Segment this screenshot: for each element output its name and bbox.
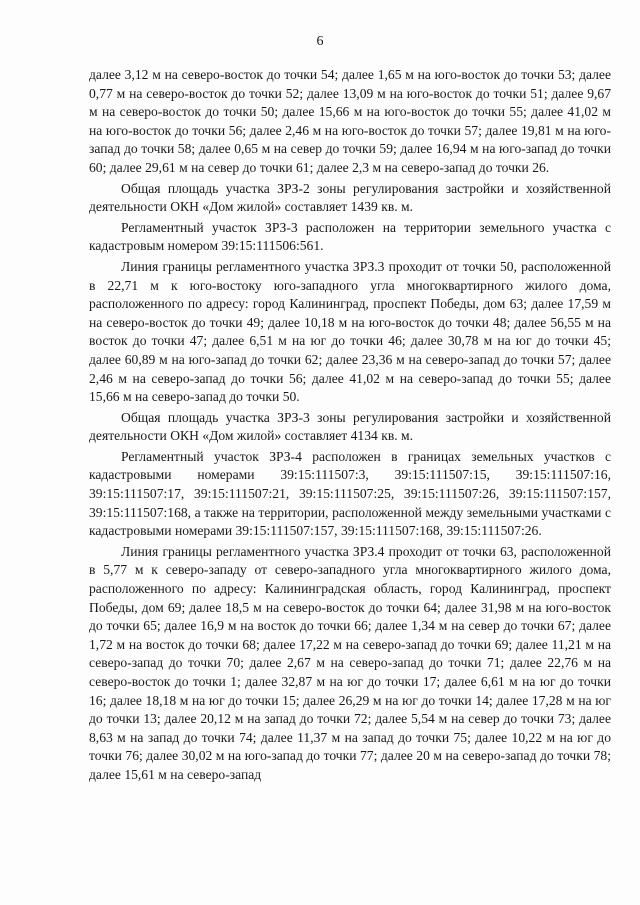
page-number: 6 (316, 34, 324, 49)
paragraph-zrz2-boundary-continuation: далее 3,12 м на северо-восток до точки 54; далее 1,65 м на юго-восток до точки 53; далее 0,77 м на северо-восток до точки 52; далее 13,09 м на юго-восток до точки 51; далее 9,67 м на северо-восток до точки 50; далее 15,66 м на юго-восток до точки 55; далее 41,02 м на юго-восток до точки 56; далее 2,46 м на юго-восток до точки 57; далее 19,81 м на юго-запад до точки 58; далее 0,65 м на север до точки 59; далее 16,94 м на юго-запад до точки 60; далее 29,61 м на север до точки 61; далее 2,3 м на северо-запад до точки 26. (89, 67, 611, 175)
paragraph-zrz4-location: Регламентный участок ЗРЗ-4 расположен в границах земельных участков с кадастровыми номерами 39:15:111507:3, 39:15:111507:15, 39:15:111507:16, 39:15:111507:17, 39:15:111507:21, 39:15:111507:25, 39:15:111507:26, 39:15:111507:157, 39:15:111507:168, а также на территории, расположенной между земельными участками с кадастровыми номерами 39:15:111507:157, 39:15:111507:168, 39:15:111507:26. (89, 448, 611, 539)
paragraph-zrz2-area: Общая площадь участка ЗРЗ-2 зоны регулирования застройки и хозяйственной деятельности ОКН «Дом жилой» составляет 1439 кв. м. (89, 180, 611, 215)
paragraph-zrz3-boundary: Линия границы регламентного участка ЗРЗ.3 проходит от точки 50, расположенной в 22,71 м к юго-востоку юго-западного угла многоквартирного жилого дома, расположенного по адресу: город Калининград, проспект Победы, дом 63; далее 17,59 м на северо-восток до точки 49; далее 10,18 м на юго-восток до точки 48; далее 56,55 м на восток до точки 47; далее 6,51 м на юг до точки 46; далее 30,78 м на юг до точки 45; далее 60,89 м на юго-запад до точки 62; далее 23,36 м на северо-запад до точки 57; далее 2,46 м на северо-запад до точки 56; далее 41,02 м на северо-запад до точки 55; далее 15,66 м на северо-запад до точки 50. (89, 258, 611, 405)
paragraph-zrz3-area: Общая площадь участка ЗРЗ-3 зоны регулирования застройки и хозяйственной деятельности ОКН «Дом жилой» составляет 4134 кв. м. (89, 409, 611, 444)
paragraph-zrz4-boundary: Линия границы регламентного участка ЗРЗ.4 проходит от точки 63, расположенной в 5,77 м к северо-западу от северо-западного угла многоквартирного жилого дома, расположенного по адресу: Калининградская область, город Калининград, проспект Победы, дом 69; далее 18,5 м на северо-восток до точки 64; далее 31,98 м на юго-восток до точки 65; далее 16,9 м на восток до точки 66; далее 1,34 м на север до точки 67; далее 1,72 м на восток до точки 68; далее 17,22 м на северо-запад до точки 69; далее 11,21 м на северо-запад до точки 70; далее 2,67 м на северо-запад до точки 71; далее 22,76 м на северо-восток до точки 1; далее 32,87 м на юг до точки 17; далее 6,61 м на юг до точки 16; далее 18,18 м на юг до точки 15; далее 26,29 м на юг до точки 14; далее 17,28 м на юг до точки 13; далее 20,12 м на запад до точки 72; далее 5,54 м на север до точки 73; далее 8,63 м на запад до точки 74; далее 11,37 м на запад до точки 75; далее 10,22 м на юг до точки 76; далее 30,02 м на юго-запад до точки 77; далее 20 м на северо-запад до точки 78; далее 15,61 м на северо-запад (89, 543, 611, 782)
document-body (89, 66, 611, 785)
paragraph-zrz3-location: Регламентный участок ЗРЗ-3 расположен на территории земельного участка с кадастровым номером 39:15:111506:561. (89, 219, 611, 254)
